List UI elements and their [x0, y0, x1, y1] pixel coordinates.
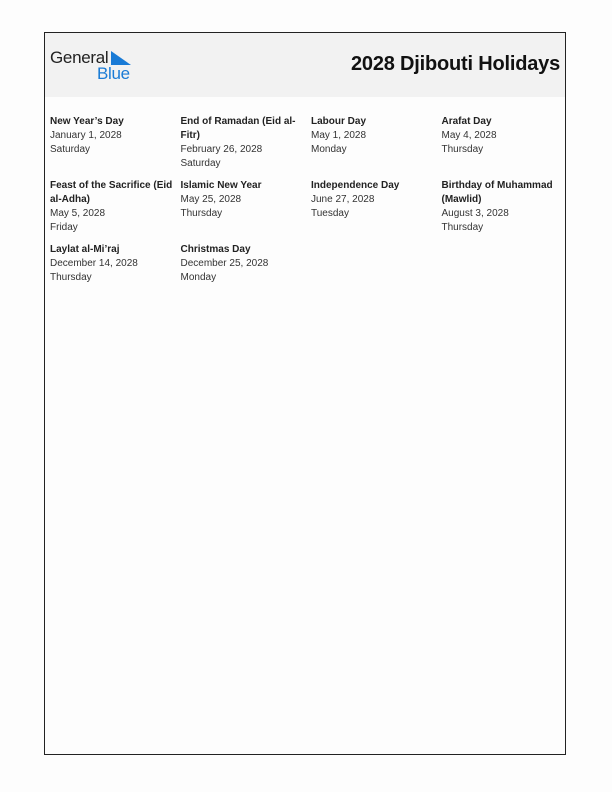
- logo-general-text: General: [50, 48, 109, 67]
- holiday-name: Labour Day: [311, 116, 367, 127]
- holiday-name: Islamic New Year: [180, 180, 262, 191]
- holiday-item: [50, 115, 181, 171]
- holiday-weekday: Tuesday: [311, 208, 349, 219]
- holiday-date: May 25, 2028: [180, 194, 242, 205]
- page-title: 2028 Djibouti Holidays: [351, 53, 560, 75]
- holiday-weekday: Thursday: [50, 272, 92, 283]
- holiday-grid: [50, 115, 565, 285]
- holiday-name: Arafat Day: [441, 116, 492, 127]
- holiday-item: [311, 179, 442, 235]
- holiday-name: Christmas Day: [180, 244, 251, 255]
- holiday-date: December 25, 2028: [180, 258, 269, 269]
- holiday-weekday: Thursday: [441, 222, 484, 233]
- holiday-item: [181, 179, 312, 235]
- holiday-weekday: Saturday: [180, 158, 221, 169]
- holiday-date: February 26, 2028: [180, 144, 263, 155]
- holiday-name: New Year’s Day: [50, 116, 124, 127]
- holiday-name: Birthday of Muhammad (Mawlid): [441, 180, 553, 205]
- holiday-item: [311, 115, 442, 171]
- holiday-date: May 5, 2028: [50, 208, 106, 219]
- holiday-name: End of Ramadan (Eid al-Fitr): [180, 116, 296, 141]
- holiday-item: [50, 179, 181, 235]
- holiday-name: Laylat al-Mi’raj: [50, 244, 120, 255]
- holiday-date: December 14, 2028: [50, 258, 138, 269]
- holiday-date: January 1, 2028: [50, 130, 122, 141]
- holiday-date: June 27, 2028: [311, 194, 375, 205]
- holiday-weekday: Thursday: [441, 144, 484, 155]
- holiday-date: May 1, 2028: [311, 130, 367, 141]
- holiday-item: [181, 115, 312, 171]
- holiday-item: [181, 243, 312, 285]
- holiday-item: [50, 243, 181, 285]
- holiday-weekday: Monday: [311, 144, 347, 155]
- holiday-date: May 4, 2028: [441, 130, 497, 141]
- holiday-weekday: Friday: [50, 222, 78, 233]
- header: [45, 33, 565, 97]
- logo[interactable]: [50, 48, 140, 84]
- logo-triangle-icon: [111, 51, 131, 65]
- holiday-item: [442, 179, 565, 235]
- page-frame: [44, 32, 566, 755]
- logo-blue-text: Blue: [97, 64, 130, 83]
- holiday-date: August 3, 2028: [441, 208, 509, 219]
- holiday-name: Feast of the Sacrifice (Eid al-Adha): [50, 180, 173, 205]
- holiday-name: Independence Day: [311, 180, 400, 191]
- holiday-weekday: Saturday: [50, 144, 91, 155]
- holiday-weekday: Thursday: [180, 208, 223, 219]
- holiday-weekday: Monday: [180, 272, 217, 283]
- holiday-item: [442, 115, 565, 171]
